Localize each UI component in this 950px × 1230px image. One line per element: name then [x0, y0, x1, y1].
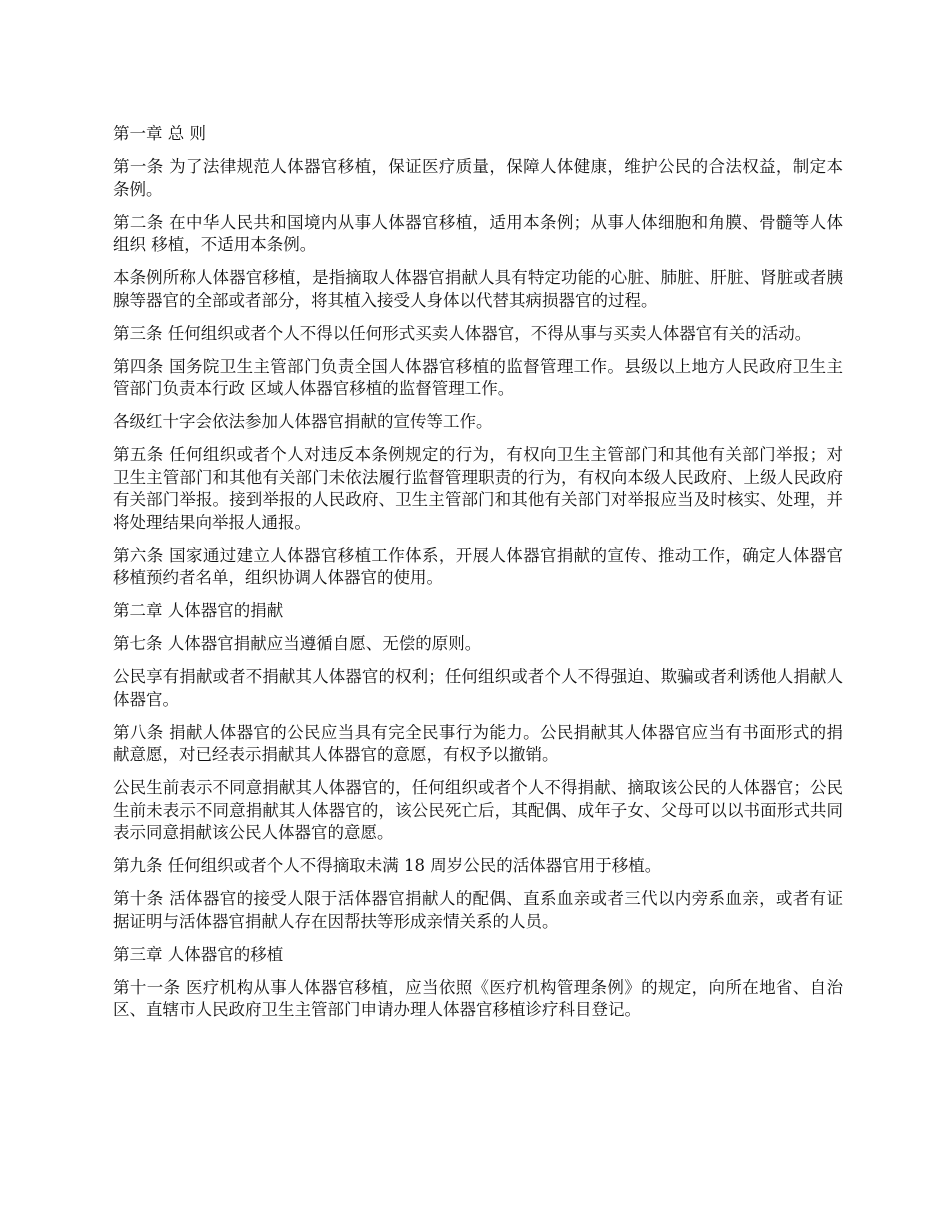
article-3: 第三条 任何组织或者个人不得以任何形式买卖人体器官，不得从事与买卖人体器官有关的活动。 [113, 323, 812, 343]
article-4-red-cross: 各级红十字会依法参加人体器官捐献的宣传等工作。 [113, 412, 493, 431]
article-8: 第八条 捐献人体器官的公民应当具有完全民事行为能力。公民捐献其人体器官应当有书面形式的捐献意愿，对已经表示捐献其人体器官的意愿，有权予以撤销。 [113, 722, 843, 764]
article-11: 第十一条 医疗机构从事人体器官移植，应当依照《医疗机构管理条例》的规定，向所在地省、自治区、直辖市人民政府卫生主管部门申请办理人体器官移植诊疗科目登记。 [113, 977, 843, 1019]
article-2: 第二条 在中华人民共和国境内从事人体器官移植，适用本条例；从事人体细胞和角膜、骨髓等人体组织 移植，不适用本条例。 [113, 212, 843, 254]
article-7-rights: 公民享有捐献或者不捐献其人体器官的权利；任何组织或者个人不得强迫、欺骗或者利诱他人捐献人体器官。 [113, 667, 843, 709]
article-7: 第七条 人体器官捐献应当遵循自愿、无偿的原则。 [113, 634, 482, 653]
article-2-definition: 本条例所称人体器官移植，是指摘取人体器官捐献人具有特定功能的心脏、肺脏、肝脏、肾脏或者胰腺等器官的全部或者部分，将其植入接受人身体以代替其病损器官的过程。 [113, 268, 843, 310]
article-5: 第五条 任何组织或者个人对违反本条例规定的行为，有权向卫生主管部门和其他有关部门举报；对卫生主管部门和其他有关部门未依法履行监督管理职责的行为，有权向本级人民政府、上级人民政府有关部门举报。接到举报的人民政府、卫生主管部门和其他有关部门对举报应当及时核实、处理，并将处理结果向举报人通报。 [113, 445, 843, 532]
article-9: 第九条 任何组织或者个人不得摘取未满 18 周岁公民的活体器官用于移植。 [113, 856, 662, 875]
chapter-1-heading: 第一章 总 则 [113, 124, 206, 143]
article-1: 第一条 为了法律规范人体器官移植，保证医疗质量，保障人体健康，维护公民的合法权益，制定本条例。 [113, 157, 843, 199]
article-10: 第十条 活体器官的接受人限于活体器官捐献人的配偶、直系血亲或者三代以内旁系血亲，或者有证据证明与活体器官捐献人存在因帮扶等形成亲情关系的人员。 [113, 889, 843, 931]
document-body [113, 123, 843, 1032]
article-8-consent: 公民生前表示不同意捐献其人体器官的，任何组织或者个人不得捐献、摘取该公民的人体器官；公民生前未表示不同意捐献其人体器官的，该公民死亡后，其配偶、成年子女、父母可以以书面形式共同表示同意捐献该公民人体器官的意愿。 [113, 778, 843, 842]
chapter-3-heading: 第三章 人体器官的移植 [113, 944, 284, 964]
article-6: 第六条 国家通过建立人体器官移植工作体系，开展人体器官捐献的宣传、推动工作，确定人体器官移植预约者名单，组织协调人体器官的使用。 [113, 545, 843, 587]
chapter-2-heading: 第二章 人体器官的捐献 [113, 601, 284, 620]
article-4: 第四条 国务院卫生主管部门负责全国人体器官移植的监督管理工作。县级以上地方人民政府卫生主管部门负责本行政 区域人体器官移植的监督管理工作。 [113, 356, 843, 398]
